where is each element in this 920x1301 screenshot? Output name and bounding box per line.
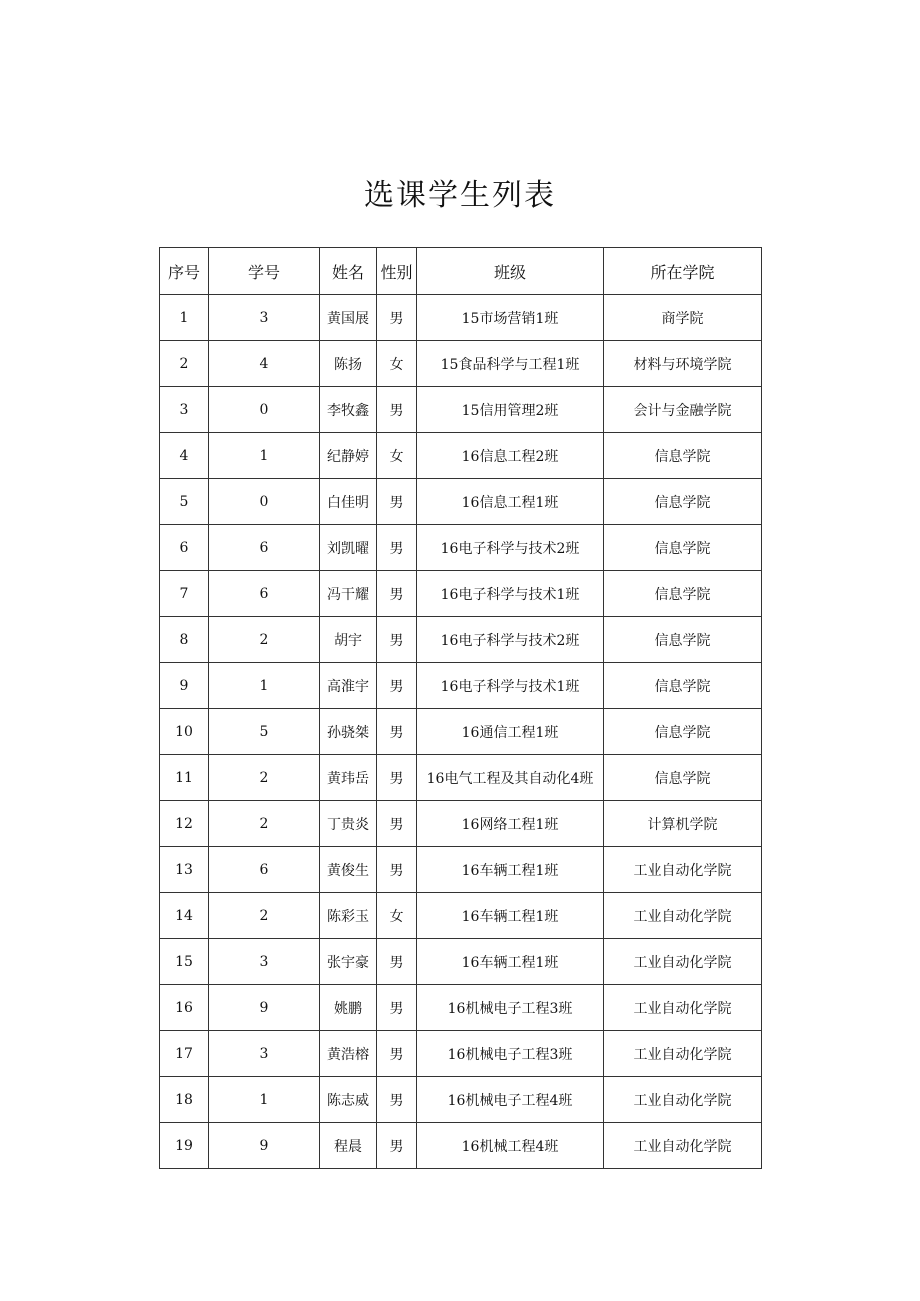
cell-college: 工业自动化学院 (604, 847, 762, 893)
cell-college: 工业自动化学院 (604, 893, 762, 939)
cell-class: 16机械电子工程4班 (417, 1077, 604, 1123)
cell-name: 陈彩玉 (320, 893, 377, 939)
table-row (160, 341, 762, 387)
cell-gender: 男 (377, 663, 417, 709)
header-seq: 序号 (160, 248, 209, 295)
cell-gender: 女 (377, 341, 417, 387)
table-row (160, 433, 762, 479)
cell-name: 黄玮岳 (320, 755, 377, 801)
cell-seq: 16 (160, 985, 209, 1031)
header-student-id: 学号 (209, 248, 320, 295)
cell-name: 白佳明 (320, 479, 377, 525)
cell-college: 工业自动化学院 (604, 985, 762, 1031)
header-class: 班级 (417, 248, 604, 295)
cell-college: 工业自动化学院 (604, 1123, 762, 1169)
table-row (160, 479, 762, 525)
cell-name: 丁贵炎 (320, 801, 377, 847)
table-row (160, 755, 762, 801)
cell-college: 会计与金融学院 (604, 387, 762, 433)
cell-gender: 女 (377, 893, 417, 939)
cell-name: 黄国展 (320, 295, 377, 341)
cell-student-id: 9 (209, 1123, 320, 1169)
cell-name: 程晨 (320, 1123, 377, 1169)
cell-seq: 6 (160, 525, 209, 571)
cell-seq: 5 (160, 479, 209, 525)
cell-class: 16机械电子工程3班 (417, 985, 604, 1031)
cell-college: 信息学院 (604, 525, 762, 571)
cell-student-id: 4 (209, 341, 320, 387)
cell-class: 16电子科学与技术2班 (417, 617, 604, 663)
cell-name: 孙骁桀 (320, 709, 377, 755)
cell-class: 16机械电子工程3班 (417, 1031, 604, 1077)
cell-seq: 8 (160, 617, 209, 663)
table-row (160, 1077, 762, 1123)
table-row (160, 663, 762, 709)
cell-class: 15信用管理2班 (417, 387, 604, 433)
cell-seq: 9 (160, 663, 209, 709)
cell-seq: 18 (160, 1077, 209, 1123)
cell-gender: 男 (377, 1031, 417, 1077)
table-row (160, 893, 762, 939)
cell-student-id: 2 (209, 755, 320, 801)
cell-student-id: 6 (209, 571, 320, 617)
cell-gender: 男 (377, 387, 417, 433)
cell-class: 15市场营销1班 (417, 295, 604, 341)
cell-student-id: 1 (209, 663, 320, 709)
cell-student-id: 1 (209, 433, 320, 479)
cell-college: 计算机学院 (604, 801, 762, 847)
cell-seq: 1 (160, 295, 209, 341)
cell-name: 黄浩榕 (320, 1031, 377, 1077)
cell-gender: 男 (377, 847, 417, 893)
table-row (160, 847, 762, 893)
cell-name: 陈扬 (320, 341, 377, 387)
cell-college: 信息学院 (604, 571, 762, 617)
cell-college: 工业自动化学院 (604, 1077, 762, 1123)
cell-gender: 男 (377, 801, 417, 847)
cell-college: 信息学院 (604, 617, 762, 663)
cell-seq: 10 (160, 709, 209, 755)
cell-name: 陈志威 (320, 1077, 377, 1123)
table-row (160, 617, 762, 663)
cell-name: 冯干耀 (320, 571, 377, 617)
table-row (160, 387, 762, 433)
cell-class: 16电子科学与技术1班 (417, 571, 604, 617)
cell-student-id: 2 (209, 801, 320, 847)
cell-seq: 14 (160, 893, 209, 939)
header-gender: 性别 (377, 248, 417, 295)
table-row (160, 1123, 762, 1169)
table-row (160, 295, 762, 341)
cell-class: 16电子科学与技术1班 (417, 663, 604, 709)
header-row (160, 248, 762, 295)
student-table (159, 247, 762, 1169)
cell-class: 16通信工程1班 (417, 709, 604, 755)
cell-class: 16电气工程及其自动化4班 (417, 755, 604, 801)
cell-gender: 男 (377, 709, 417, 755)
cell-gender: 男 (377, 525, 417, 571)
cell-college: 信息学院 (604, 709, 762, 755)
table-body (160, 295, 762, 1169)
cell-gender: 男 (377, 985, 417, 1031)
cell-class: 16车辆工程1班 (417, 893, 604, 939)
cell-student-id: 3 (209, 1031, 320, 1077)
cell-college: 工业自动化学院 (604, 1031, 762, 1077)
cell-student-id: 2 (209, 893, 320, 939)
cell-college: 材料与环境学院 (604, 341, 762, 387)
cell-class: 16车辆工程1班 (417, 847, 604, 893)
cell-seq: 2 (160, 341, 209, 387)
cell-college: 工业自动化学院 (604, 939, 762, 985)
cell-name: 姚鹏 (320, 985, 377, 1031)
cell-college: 信息学院 (604, 755, 762, 801)
cell-gender: 男 (377, 939, 417, 985)
cell-seq: 13 (160, 847, 209, 893)
cell-class: 15食品科学与工程1班 (417, 341, 604, 387)
cell-seq: 7 (160, 571, 209, 617)
cell-gender: 男 (377, 1123, 417, 1169)
cell-class: 16电子科学与技术2班 (417, 525, 604, 571)
cell-seq: 4 (160, 433, 209, 479)
table-row (160, 571, 762, 617)
cell-gender: 男 (377, 755, 417, 801)
cell-class: 16网络工程1班 (417, 801, 604, 847)
cell-name: 李牧鑫 (320, 387, 377, 433)
cell-student-id: 9 (209, 985, 320, 1031)
cell-seq: 3 (160, 387, 209, 433)
cell-seq: 17 (160, 1031, 209, 1077)
cell-name: 刘凯曜 (320, 525, 377, 571)
table-row (160, 985, 762, 1031)
cell-name: 高淮宇 (320, 663, 377, 709)
cell-gender: 男 (377, 479, 417, 525)
cell-student-id: 0 (209, 479, 320, 525)
table-row (160, 709, 762, 755)
header-name: 姓名 (320, 248, 377, 295)
header-college: 所在学院 (604, 248, 762, 295)
cell-class: 16车辆工程1班 (417, 939, 604, 985)
cell-college: 信息学院 (604, 433, 762, 479)
cell-class: 16信息工程1班 (417, 479, 604, 525)
cell-seq: 19 (160, 1123, 209, 1169)
table-header (160, 248, 762, 295)
cell-student-id: 6 (209, 847, 320, 893)
table-row (160, 801, 762, 847)
cell-class: 16机械工程4班 (417, 1123, 604, 1169)
cell-gender: 女 (377, 433, 417, 479)
cell-college: 信息学院 (604, 479, 762, 525)
cell-gender: 男 (377, 571, 417, 617)
table-row (160, 525, 762, 571)
cell-college: 商学院 (604, 295, 762, 341)
cell-student-id: 5 (209, 709, 320, 755)
page-title: 选课学生列表 (364, 178, 556, 214)
cell-seq: 12 (160, 801, 209, 847)
cell-class: 16信息工程2班 (417, 433, 604, 479)
cell-seq: 11 (160, 755, 209, 801)
cell-gender: 男 (377, 617, 417, 663)
cell-name: 胡宇 (320, 617, 377, 663)
table-row (160, 939, 762, 985)
cell-name: 黄俊生 (320, 847, 377, 893)
cell-student-id: 3 (209, 295, 320, 341)
cell-student-id: 0 (209, 387, 320, 433)
cell-gender: 男 (377, 1077, 417, 1123)
cell-name: 纪静婷 (320, 433, 377, 479)
cell-student-id: 2 (209, 617, 320, 663)
cell-college: 信息学院 (604, 663, 762, 709)
cell-student-id: 1 (209, 1077, 320, 1123)
table-row (160, 1031, 762, 1077)
cell-student-id: 6 (209, 525, 320, 571)
cell-student-id: 3 (209, 939, 320, 985)
cell-name: 张宇豪 (320, 939, 377, 985)
cell-seq: 15 (160, 939, 209, 985)
cell-gender: 男 (377, 295, 417, 341)
